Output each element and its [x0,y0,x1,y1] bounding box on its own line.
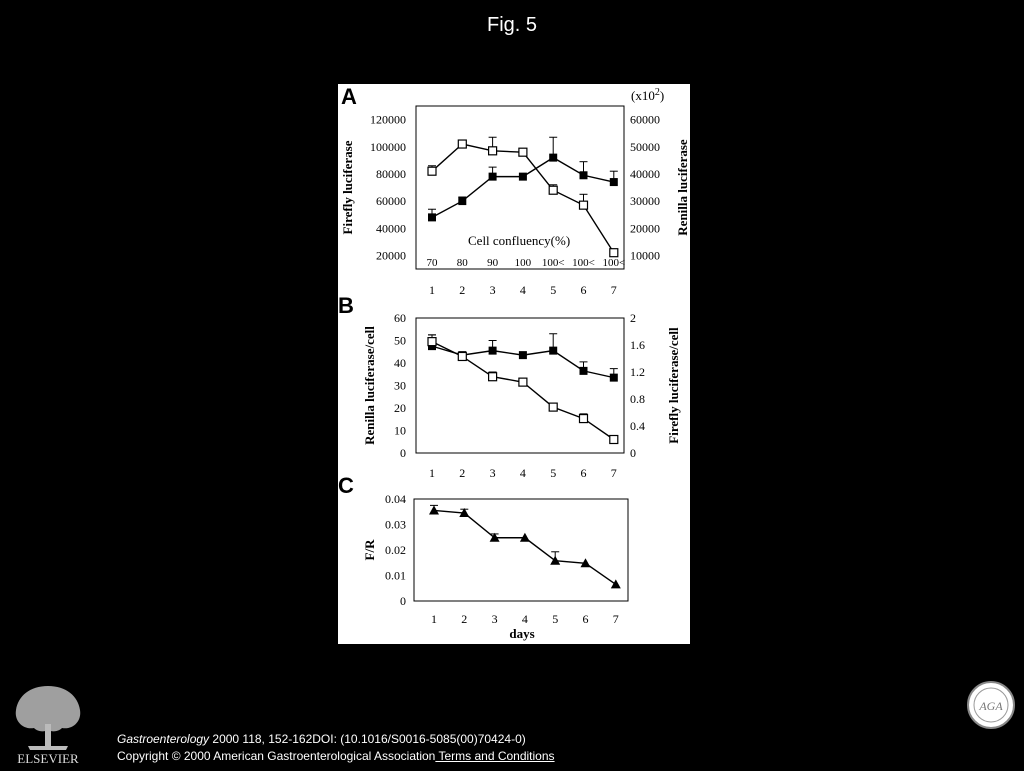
panel-a-x-tick-label: 3 [489,283,496,297]
panel-a-data-point-2 [519,148,527,156]
panel-c-x-tick-label: 5 [552,612,559,626]
aga-seal-logo [966,680,1016,730]
panel-b-y-tick-label: 10 [394,423,406,438]
panel-c-data-point-1 [550,556,560,565]
y2-multiplier: $(x10^2)$ [631,87,665,103]
panel-b-y2-tick-label: 0.8 [630,392,645,406]
panel-b-data-point-1 [489,347,497,355]
panel-a-data-point-1 [580,171,588,179]
copyright-text: Copyright © 2000 American Gastroenterological Association [117,749,436,763]
panel-c-x-tick-label: 7 [612,612,619,626]
panel-b-y2-tick-label: 1.2 [630,365,645,379]
panel-a-y2-tick-label: 10000 [630,248,660,263]
panel-a-data-point-1 [519,173,527,181]
panel-a-data-point-1 [610,178,618,186]
panel-a-data-point-2 [428,167,436,175]
figure-title: Fig. 5 [486,14,538,36]
figure-panel [338,84,690,644]
panel-a-data-point-1 [549,154,557,162]
panel-a-confluency-label: 90 [487,257,499,269]
panel-a-confluency-label: 100< [541,257,565,269]
panel-b-data-point-1 [610,374,618,382]
svg-text:ELSEVIER: ELSEVIER [17,751,79,766]
panel-b-data-point-2 [428,338,436,346]
panel-a-y-tick-label: 60000 [376,194,406,209]
journal-name: Gastroenterology [117,732,210,746]
panel-a-y2-tick-label: 60000 [630,112,660,127]
panel-b-data-point-1 [580,367,588,375]
panel-a-data-point-1 [428,213,436,221]
panel-c-y-tick-label: 0.01 [385,568,406,583]
panel-b-y2-tick-label: 0.4 [630,419,645,433]
panel-c-y-tick-label: 0.04 [385,492,406,506]
panel-b-y2-tick-label: 1.6 [630,338,645,352]
panel-b-y-tick-label: 60 [394,311,406,325]
panel-b-y-tick-label: 40 [394,356,406,370]
terms-link[interactable]: Terms and Conditions [435,749,555,763]
citation-line [117,731,555,748]
panel-b-y-tick-label: 0 [400,446,406,460]
panel-a-y2-tick-label: 40000 [630,166,660,181]
panel-b-data-point-2 [519,378,527,386]
panel-a-data-point-2 [549,186,557,194]
panel-c-series-line-1 [434,510,616,584]
panel-c-x-tick-label: 2 [461,612,468,626]
panel-b-x-tick-label: 1 [429,466,435,480]
panel-a-x-tick-label: 6 [580,283,587,297]
panel-b-x-tick-label: 6 [580,466,587,480]
panel-a-y-axis-label: Firefly luciferase [340,140,355,235]
panel-a-confluency-label: 100< [572,257,595,269]
panel-c-y-tick-label: 0 [400,594,406,608]
panel-a-data-point-1 [489,173,497,181]
x-axis-label-days: days [509,626,535,641]
panel-c-x-tick-label: 1 [431,612,437,626]
panel-c-data-point-1 [611,579,621,588]
panel-b-data-point-2 [580,415,588,423]
panel-c-x-tick-label: 3 [491,612,498,626]
panel-a-x-tick-label: 2 [459,283,466,297]
panel-b-y2-tick-label: 0 [630,446,636,460]
panel-b-data-point-2 [610,436,618,444]
panel-a-x-tick-label: 1 [429,283,435,297]
panel-a-y-tick-label: 120000 [370,112,406,127]
panel-a-y2-tick-label: 50000 [630,139,660,154]
citation-block [117,731,555,765]
panel-a-y-tick-label: 20000 [376,248,406,263]
panel-a-confluency-label: 80 [456,257,468,269]
panel-a-confluency-label: 100< [602,257,626,269]
panel-b-data-point-1 [519,351,527,359]
panel-a-data-point-2 [458,140,466,148]
panel-b-data-point-2 [458,352,466,360]
panel-b-y-tick-label: 50 [394,333,406,348]
panel-b-x-tick-label: 3 [489,466,496,480]
panel-a-x-tick-label: 5 [550,283,557,297]
svg-text:AGA: AGA [979,699,1003,713]
figure-chart [338,84,690,644]
panel-a-confluency-label: 100 [514,257,532,269]
panel-label-c: C [338,473,354,498]
panel-a-confluency-label: 70 [426,257,438,269]
panel-c-y-tick-label: 0.03 [385,517,406,532]
panel-c-y-tick-label: 0.02 [385,543,406,557]
elsevier-logo [8,680,88,766]
panel-a-data-point-2 [489,147,497,155]
panel-a-data-point-1 [458,197,466,205]
panel-a-y2-tick-label: 30000 [630,194,660,209]
panel-a-y-tick-label: 100000 [370,139,406,154]
panel-c-x-tick-label: 6 [582,612,589,626]
panel-b-data-point-2 [489,373,497,381]
panel-b-y2-tick-label: 2 [630,311,636,325]
panel-a-y2-tick-label: 20000 [630,221,660,236]
panel-a-y-tick-label: 80000 [376,166,406,181]
panel-a-data-point-2 [580,201,588,209]
copyright-line [117,748,555,765]
panel-c-y-axis-label: F/R [362,539,377,561]
panel-a-data-point-2 [610,249,618,257]
panel-c-data-point-1 [429,505,439,514]
panel-b-x-tick-label: 2 [459,466,466,480]
panel-c-x-tick-label: 4 [521,612,528,626]
panel-b-y2-axis-label: Firefly luciferase/cell [666,327,681,444]
panel-b-y-tick-label: 30 [394,378,406,393]
panel-a-y-tick-label: 40000 [376,221,406,236]
panel-b-x-tick-label: 5 [550,466,557,480]
panel-b-y-tick-label: 20 [394,401,406,415]
panel-b-x-tick-label: 7 [610,466,617,480]
annotation-cell-confluency: Cell confluency(%) [468,233,571,248]
panel-b-data-point-2 [549,403,557,411]
panel-label-a: A [341,84,357,109]
panel-label-b: B [338,293,354,318]
panel-a-x-tick-label: 4 [519,283,526,297]
panel-a-y2-axis-label: Renilla luciferase [675,139,690,236]
panel-c-plot-frame [414,499,628,601]
panel-b-data-point-1 [549,347,557,355]
panel-b-y-axis-label: Renilla luciferase/cell [362,326,377,445]
panel-a-x-tick-label: 7 [610,283,617,297]
citation-ref: 2000 118, 152-162DOI: (10.1016/S0016-5085(00)70424-0) [209,732,526,746]
panel-b-x-tick-label: 4 [519,466,526,480]
